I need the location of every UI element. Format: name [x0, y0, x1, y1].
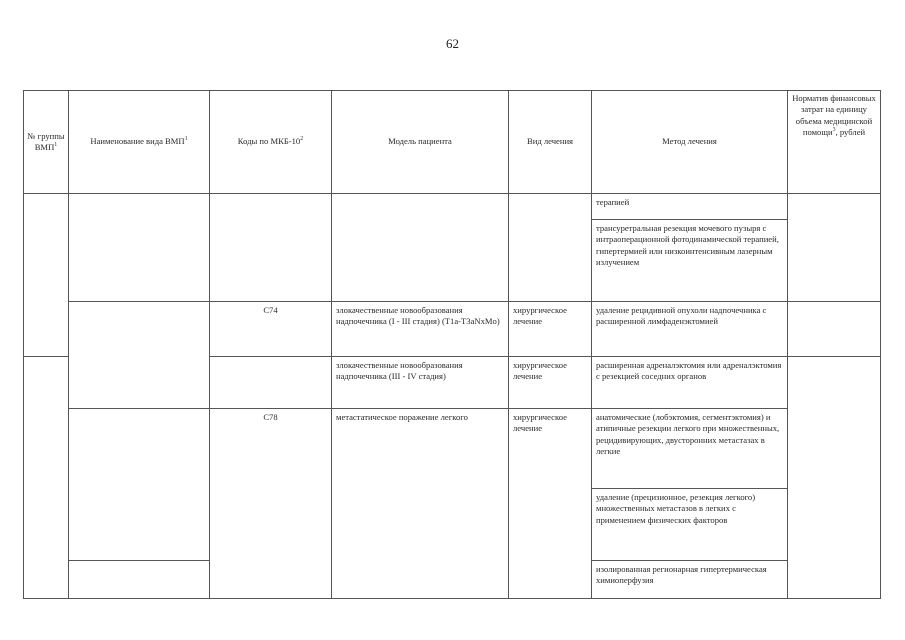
- vmp-table: [23, 90, 881, 599]
- treatment-method-cell: изолированная регионарная гипертермическая химиоперфузия: [592, 561, 788, 599]
- treatment-method-cell: анатомические (лобэктомия, сегментэктомия) и атипичные резекции легкого при множественных, рецидивирующих, двусторонних метастазах в легкие: [592, 409, 788, 489]
- header-treatment-type: Вид лечения: [509, 91, 592, 194]
- treatment-type-cell: хирургическое лечение: [509, 302, 592, 357]
- treatment-type-cell: хирургическое лечение: [509, 409, 592, 599]
- treatment-method-cell: удаление рецидивной опухоли надпочечника с расширенной лимфаденэктомией: [592, 302, 788, 357]
- mkb-code-cell: [210, 357, 332, 409]
- vmp-name-cell: [69, 194, 210, 302]
- patient-model-cell: метастатическое поражение легкого: [332, 409, 509, 599]
- mkb-code-cell: [210, 194, 332, 302]
- treatment-method-cell: расширенная адреналэктомия или адреналэктомия с резекцией соседних органов: [592, 357, 788, 409]
- header-row: [24, 91, 881, 194]
- group-no-cell: [24, 357, 69, 599]
- header-vmp-name: Наименование вида ВМП$^1$: [69, 91, 210, 194]
- page-number: 62: [446, 36, 459, 51]
- vmp-name-cell: [69, 302, 210, 409]
- treatment-type-cell: [509, 194, 592, 302]
- header-mkb-codes: Коды по МКБ-$10^2$: [210, 91, 332, 194]
- table-row: [24, 194, 881, 220]
- patient-model-cell: злокачественные новообразования надпочечника (I - III стадия) (T1a-T3aNxMo): [332, 302, 509, 357]
- mkb-code-cell: C78: [210, 409, 332, 599]
- patient-model-cell: злокачественные новообразования надпочечника (III - IV стадия): [332, 357, 509, 409]
- treatment-method-cell: терапией: [592, 194, 788, 220]
- header-group-no: № группы ВМП$^1$: [24, 91, 69, 194]
- vmp-name-cell: [69, 561, 210, 599]
- table-row: [24, 409, 881, 489]
- treatment-method-cell: трансуретральная резекция мочевого пузыря с интраоперационной фотодинамической терапией, гипертермией или низкоинтенсивным лазерным излучением: [592, 220, 788, 302]
- patient-model-cell: [332, 194, 509, 302]
- header-treatment-method: Метод лечения: [592, 91, 788, 194]
- vmp-name-cell: [69, 409, 210, 561]
- mkb-code-cell: C74: [210, 302, 332, 357]
- cost-norm-cell: [788, 302, 881, 357]
- treatment-method-cell: удаление (прецизионное, резекция легкого) множественных метастазов в легких с применением физических факторов: [592, 489, 788, 561]
- header-patient-model: Модель пациента: [332, 91, 509, 194]
- group-no-cell: [24, 194, 69, 357]
- cost-norm-cell: [788, 357, 881, 599]
- cost-norm-cell: [788, 194, 881, 302]
- header-cost-norm: Норматив финансовых затрат на единицу объема медицинской помощи$^3$, рублей: [788, 91, 881, 194]
- table-row: [24, 302, 881, 357]
- treatment-type-cell: хирургическое лечение: [509, 357, 592, 409]
